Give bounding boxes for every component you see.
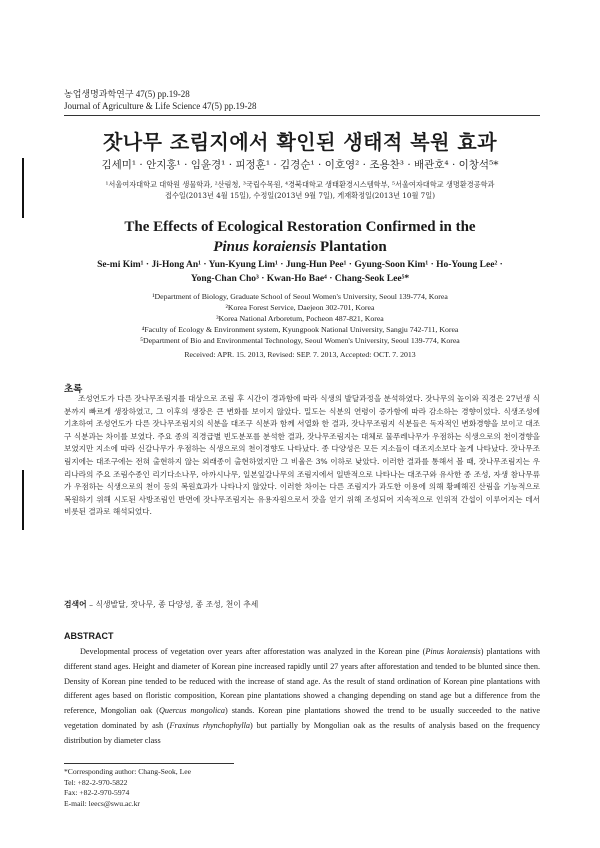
keywords-text: – 식생발달, 잣나무, 종 다양성, 종 조성, 천이 추세 (86, 600, 259, 609)
abstract-en-species: Pinus koraiensis (425, 647, 481, 656)
received-dates: Received: APR. 15. 2013, Revised: SEP. 7. 2013, Accepted: OCT. 7. 2013 (184, 350, 416, 359)
affiliation-en-2: ²Korea Forest Service, Daejeon 302-701, Korea (225, 303, 375, 312)
footnote-fax: Fax: +82-2-970-5974 (64, 788, 130, 798)
title-english-line2 (0, 237, 600, 257)
abstract-en-species: Quercus mongolica (158, 706, 225, 716)
abstract-en-heading: ABSTRACT (64, 631, 114, 641)
keywords (64, 599, 258, 610)
authors-korean: 김세미¹ · 안지홍¹ · 임윤경¹ · 피정훈¹ · 김경순¹ · 이호영² · 조용찬³ · 배관호⁴ · 이창석⁵* (101, 159, 499, 171)
affiliations-english (0, 291, 600, 346)
footnote-corresponding: *Corresponding author: Chang-Seok, Lee (64, 767, 191, 776)
affiliation-en-4: ⁴Faculty of Ecology & Environment system, Kyungpook National University, Sangju 742-711, Korea (141, 325, 459, 334)
abstract-kr-body: 조성연도가 다른 잣나무조림지를 대상으로 조림 후 시간이 경과함에 따라 식생의 발달과정을 분석하였다. 잣나무의 높이와 직경은 27년생 식분까지 빠르게 생장하였고, 그 이후의 생장은 큰 변화를 보이지 않았다. 밀도는 식분의 연령이 증가함에 따라 감소하는 경향이었다. 식생조성에 기초하여 조성연도가 다른 잣나무조림지의 식분을 대조구 식분과 함께 서열화 한 결과, 잣나무조림지 식분들은 독자적인 변화경향을 보이고 대조구 식분과는 차이를 보였다. 주요 종의 직경급별 빈도분포를 분석한 결과, 잣나무조림지는 대체로 물푸레나무가 우점하는 식생으로의 천이경향을 보였지만 지소에 따라 신갈나무가 우점하는 식생으로의 천이경향도 나타났다. 종 다양성은 모든 지소들이 대조지소보다 높게 나타났다. 잣나무조림지에는 대조구에는 전혀 출현하지 않는 외래종이 출현하였지만 그 비율은 3% 이하로 낮았다. 이러한 결과를 통해서 볼 때, 잣나무조림지는 우리나라의 주요 조림수종인 리기다소나무, 아까시나무, 일본잎갈나무의 조림지에서 일반적으로 나타나는 대조구와 유사한 종 조성, 자생 참나무류가 우점하는 식생으로의 천이 등의 복원효과가 나타나지 않았다. 이러한 차이는 다른 조림지가 과도한 이용에 의해 황폐해진 산림을 기능적으로 복원하기 위해 시도된 사방조림인 반면에 잣나무조림지는 유용자원으로서 잣을 얻기 위해 조성되어 지속적으로 인위적 간섭이 이루어지는 데서 비롯된 결과로 해석되었다. (64, 394, 540, 517)
abstract-kr-heading: 초록 (64, 384, 83, 395)
affiliation-en-5: ⁵Department of Bio and Environmental Technology, Seoul Women's University, Seoul 139-774, Korea (140, 336, 460, 345)
footnote-tel: Tel: +82-2-970-5822 (64, 777, 128, 787)
authors-english (60, 258, 540, 286)
header-rule (64, 115, 540, 116)
abstract-en-text: Developmental process of vegetation over years after afforestation was analyzed in the Korean pine ( (80, 647, 426, 656)
title-english (0, 217, 600, 257)
keywords-label: 검색어 (64, 600, 87, 609)
footnote (64, 767, 191, 809)
title-suffix: Plantation (316, 239, 387, 255)
affiliation-en-1: ¹Department of Biology, Graduate School of Seoul Women's University, Seoul 139-774, Korea (152, 292, 448, 301)
affiliation-en-3: ³Korea National Arboretum, Pocheon 487-821, Korea (216, 314, 384, 323)
title-korean: 잣나무 조림지에서 확인된 생태적 복원 효과 (102, 130, 498, 154)
running-head-en: Journal of Agriculture & Life Science 47(5) pp.19-28 (64, 101, 257, 111)
affiliations-korean (0, 179, 600, 201)
abstract-en-text: ) plantations with different stand ages. Height and diameter of Korean pine increased rapidly until 27 years after afforestation and tended to be blunted since then. Density of Korean pine tended to be reduced with the increase of stand age. As the result of stand ordination of Korean pine plantations with different ages based on floristic composition, Korean pine plantations showed a changing depending on stand age but a difference from the reference, Mongolian oak ( (64, 647, 540, 716)
title-species: Pinus koraiensis (213, 239, 317, 255)
running-head (64, 88, 256, 112)
abstract-en-species: Fraxinus rhynchophylla (169, 720, 250, 730)
running-head-kr: 농업생명과학연구 47(5) pp.19-28 (64, 89, 190, 99)
footnote-rule (64, 763, 234, 764)
abstract-en-text: ) stands. Korean pine plantations showed the trend to be usually succeeded to the native vegetation dominated by ash ( (64, 706, 540, 730)
footnote-email: E-mail: leecs@swu.ac.kr (64, 798, 140, 808)
affiliation-kr-line: ¹서울여자대학교 대학원 생물학과, ²산림청, ³국립수목원, ⁴경북대학교 생태환경시스템학부, ⁵서울여자대학교 생명환경공학과 (105, 180, 495, 189)
authors-english-line2: Yong-Chan Cho³ · Kwan-Ho Bae⁴ · Chang-Seok Lee⁵* (190, 274, 410, 284)
title-english-line1: The Effects of Ecological Restoration Confirmed in the (124, 219, 476, 235)
abstract-en-text: ) but partially by Mongolian oak as the results of analysis based on the frequency distribution by diameter class (64, 720, 540, 745)
authors-english-line1: Se-mi Kim¹ · Ji-Hong An¹ · Yun-Kyung Lim¹ · Jung-Hun Pee¹ · Gyung-Soon Kim¹ · Ho-Young Lee² · (97, 260, 503, 270)
dates-kr-line: 접수일(2013년 4월 15일), 수정일(2013년 9월 7일), 게재확정일(2013년 10월 7일) (165, 191, 435, 200)
margin-bar-bottom (22, 470, 24, 530)
abstract-en-body (64, 645, 540, 749)
